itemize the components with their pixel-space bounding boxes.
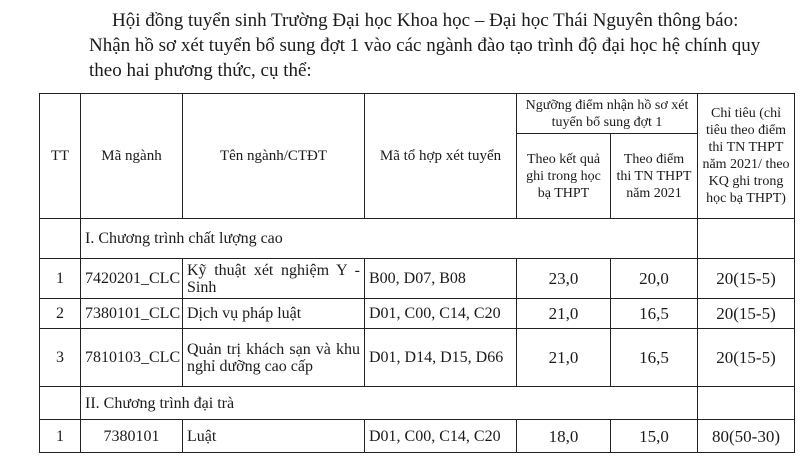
cell-to-hop: D01, D14, D15, D66 [365,329,517,387]
cell-chi-tieu: 80(50-30) [698,420,795,453]
cell-hoc-ba: 23,0 [517,259,611,299]
admission-table [39,93,795,453]
cell-to-hop: B00, D07, B08 [365,259,517,299]
cell-ma-nganh: 7380101 [81,420,183,453]
cell-ten-nganh: Kỹ thuật xét nghiệm Y - Sinh [183,259,365,299]
cell-chi-tieu: 20(15-5) [698,259,795,299]
cell-chi-tieu: 20(15-5) [698,329,795,387]
header-to-hop: Mã tổ hợp xét tuyển [365,94,517,219]
cell-tt: 2 [40,299,81,329]
cell-to-hop: D01, C00, C14, C20 [365,299,517,329]
cell-thpt: 15,0 [611,420,698,453]
cell-thpt: 16,5 [611,329,698,387]
cell-to-hop: D01, C00, C14, C20 [365,420,517,453]
cell-tt: 1 [40,420,81,453]
cell-hoc-ba: 21,0 [517,329,611,387]
intro-line-3: theo hai phương thức, cụ thể: [89,60,312,81]
header-ten-nganh: Tên ngành/CTĐT [183,94,365,219]
cell-ten-nganh: Luật [183,420,365,453]
section-title: I. Chương trình chất lượng cao [81,219,698,259]
section-row [40,387,795,420]
cell-tt: 3 [40,329,81,387]
cell-ma-nganh: 7810103_CLC [81,329,183,387]
cell-hoc-ba: 21,0 [517,299,611,329]
cell-thpt: 16,5 [611,299,698,329]
table-row [40,420,795,453]
section-row [40,219,795,259]
table-row [40,299,795,329]
intro-line-2: Nhận hồ sơ xét tuyển bổ sung đợt 1 vào các ngành đào tạo trình độ đại học hệ chính quy [89,35,761,56]
cell-ma-nganh: 7380101_CLC [81,299,183,329]
cell-hoc-ba: 18,0 [517,420,611,453]
cell-ten-nganh: Dịch vụ pháp luật [183,299,365,329]
header-ma-nganh: Mã ngành [81,94,183,219]
cell-tt: 1 [40,259,81,299]
table-row [40,329,795,387]
cell-thpt: 20,0 [611,259,698,299]
cell-chi-tieu: 20(15-5) [698,299,795,329]
section-title: II. Chương trình đại trà [81,387,698,420]
intro-line-1: Hội đồng tuyển sinh Trường Đại học Khoa học – Đại học Thái Nguyên thông báo: [112,10,739,31]
table-row [40,259,795,299]
cell-ma-nganh: 7420201_CLC [81,259,183,299]
header-nguong-diem: Ngưỡng điểm nhận hồ sơ xét tuyển bổ sung đợt 1 [517,94,698,134]
cell-ten-nganh: Quản trị khách sạn và khu nghỉ dưỡng cao cấp [183,329,365,387]
header-tt: TT [40,94,81,219]
header-thpt: Theo điểm thi TN THPT năm 2021 [611,134,698,219]
header-hoc-ba: Theo kết quả ghi trong học bạ THPT [517,134,611,219]
header-chi-tieu: Chỉ tiêu (chỉ tiêu theo điểm thi TN THPT năm 2021/ theo KQ ghi trong học bạ THPT) [698,94,795,219]
